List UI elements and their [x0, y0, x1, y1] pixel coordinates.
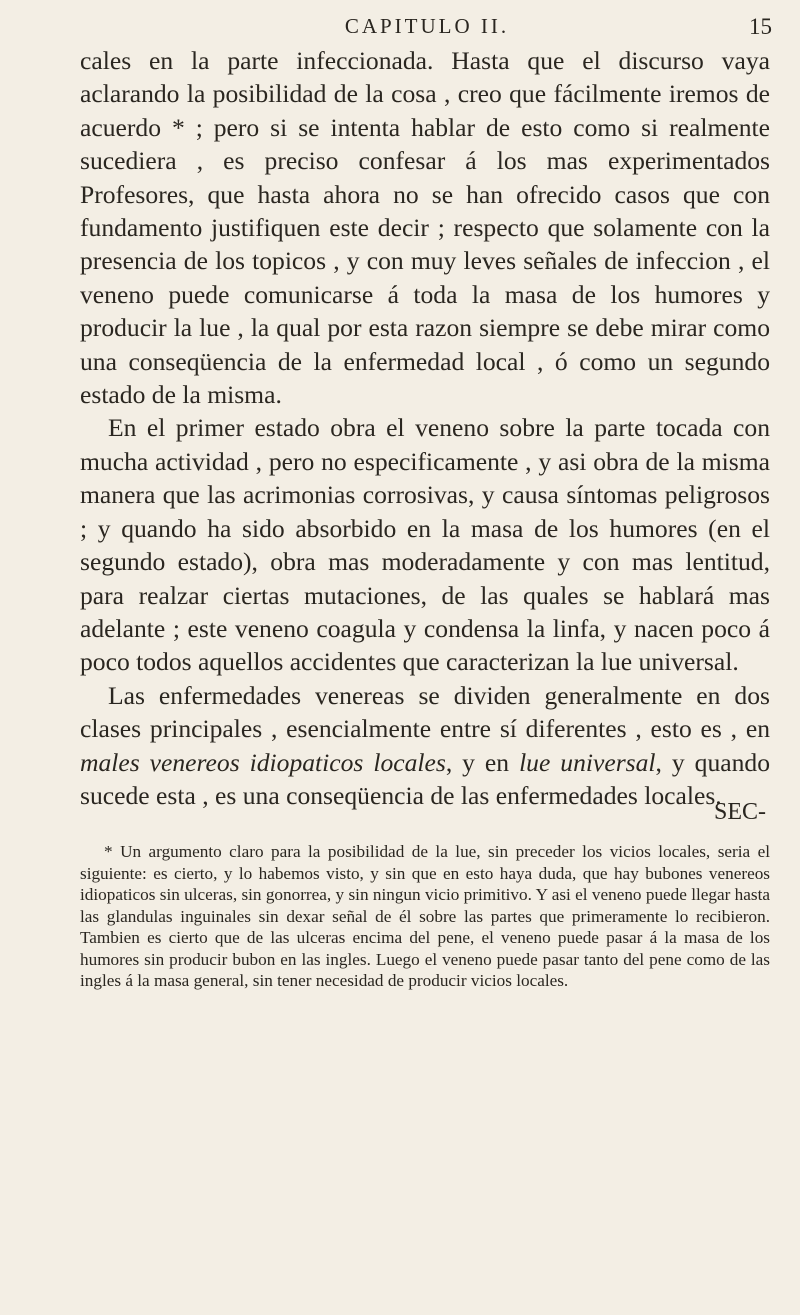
- italic-term-local: males venereos idiopaticos locales: [80, 747, 446, 777]
- page-number: 15: [749, 14, 772, 39]
- paragraph-3-text-a: Las enfermedades venereas se dividen generalmente en dos clases principales , esencialmente entre sí diferentes , esto es , en: [80, 680, 770, 744]
- running-title: CAPITULO II.: [344, 14, 510, 38]
- paragraph-2: En el primer estado obra el veneno sobre la parte tocada con mucha actividad , pero no especificamente , y asi obra de la misma manera que las acrimonias corrosivas, y causa síntomas peligrosos ; y quando ha sido absorbido en la masa de los humores (en el segundo estado), obra mas moderadamente y con mas lentitud, para realzar ciertas mutaciones, de las quales se hablará mas adelante ; este veneno coagula y condensa la linfa, y nacen poco á poco todos aquellos accidentes que caracterizan la lue universal.: [80, 413, 770, 677]
- catchword: SEC-: [713, 799, 766, 825]
- paragraph-3-text-b: , y en: [445, 747, 520, 777]
- page-header: [82, 14, 772, 44]
- footnote-text: Un argumento claro para la posibilidad de la lue, sin preceder los vicios locales, seria el siguiente: es cierto, y lo habemos visto, y sin que en esto haya duda, que hay bubones venereos idiopaticos sin ulceras, sin gonorrea, y sin ningun vicio primitivo. Y asi el veneno puede llegar hasta las glandulas inguinales sin dexar señal de él sobre las partes que primeramente lo recibieron. Tambien es cierto que de las ulceras encima del pene, el veneno puede pasar á la masa de los humores sin producir bubon en las ingles. Luego el veneno puede pasar tanto del pene como de las ingles á la masa general, sin tener necesidad de producir vicios locales.: [80, 842, 771, 990]
- main-text: [80, 44, 770, 812]
- italic-term-universal: lue universal: [519, 747, 656, 777]
- footnote: [80, 841, 770, 992]
- paragraph-3-text-c: , y quando sucede esta , es una conseqüencia de las enfermedades locales.: [80, 747, 770, 810]
- footnote-marker: *: [104, 842, 113, 861]
- paragraph-1: cales en la parte infeccionada. Hasta que el discurso vaya aclarando la posibilidad de la cosa , creo que fácilmente iremos de acuerdo * ; pero si se intenta hablar de esto como si realmente sucediera , es preciso confesar á los mas experimentados Profesores, que hasta ahora no se han ofrecido casos que con fundamento justifiquen este decir ; respecto que solamente con la presencia de los topicos , y con muy leves señales de infeccion , el veneno puede comunicarse á toda la masa de los humores y producir la lue , la qual por esta razon siempre se debe mirar como una conseqüencia de la enfermedad local , ó como un segundo estado de la misma.: [80, 46, 770, 410]
- paragraph-3: [80, 679, 770, 813]
